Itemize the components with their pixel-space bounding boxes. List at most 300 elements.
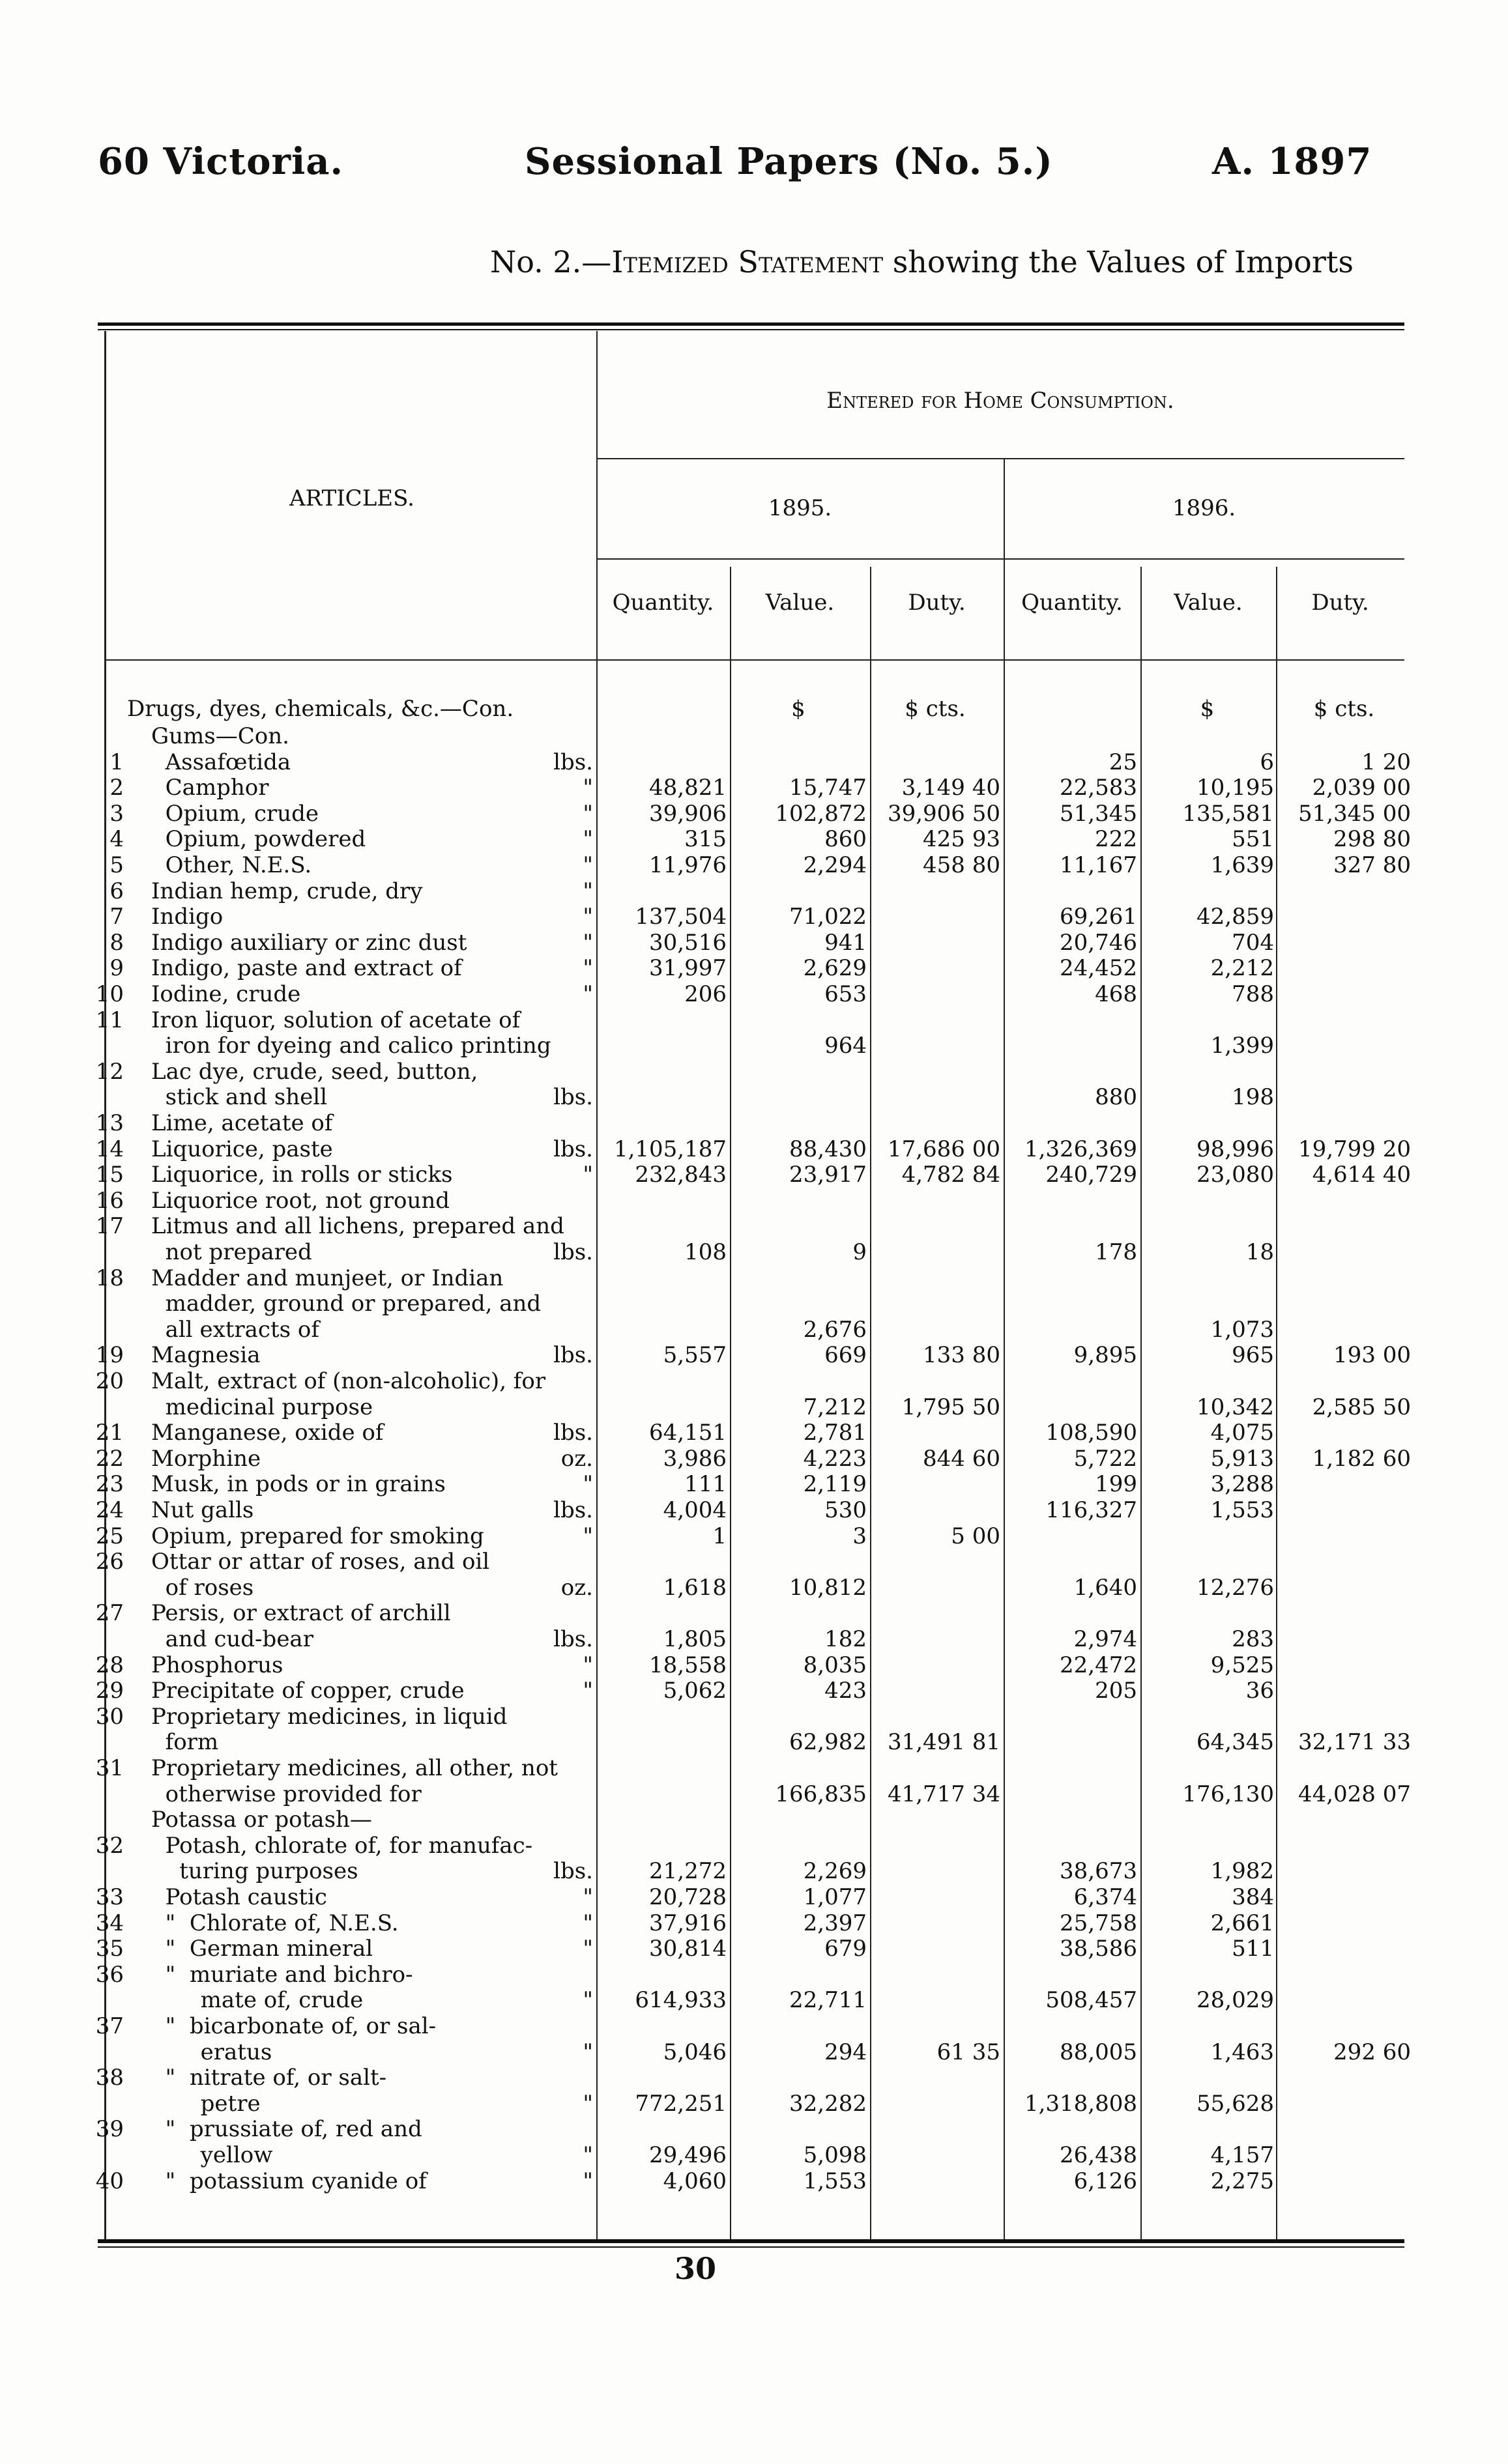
row-number: 8 xyxy=(109,929,124,956)
table-row xyxy=(0,1962,1508,1988)
article-name: " muriate and bichro- xyxy=(151,1961,413,1988)
cell-value-1895: 22,711 xyxy=(789,1987,867,2014)
article-name: Potash caustic xyxy=(151,1884,327,1910)
col-head-year2: 1896. xyxy=(1172,495,1236,521)
cell-quantity-1895: 206 xyxy=(684,981,727,1007)
table-row xyxy=(0,775,1508,801)
article-unit: " xyxy=(583,2039,593,2065)
row-number: 35 xyxy=(95,1936,124,1962)
article-name: Musk, in pods or in grains xyxy=(151,1471,446,1498)
article-unit: " xyxy=(583,878,593,904)
article-name: Manganese, oxide of xyxy=(151,1420,384,1446)
table-row xyxy=(0,1471,1508,1497)
article-name: form xyxy=(151,1729,219,1756)
cell-value-1895: 1,077 xyxy=(803,1884,867,1910)
rule-under-entered xyxy=(596,458,1404,459)
cell-value-1895: 860 xyxy=(824,826,867,853)
table-row xyxy=(0,1987,1508,2013)
cell-quantity-1895: 4,060 xyxy=(663,2168,727,2194)
cell-quantity-1895: 48,821 xyxy=(649,775,727,801)
article-name: Precipitate of copper, crude xyxy=(151,1678,465,1704)
cell-duty-1896: 298 80 xyxy=(1333,826,1411,853)
cell-value-1896: 36 xyxy=(1245,1678,1274,1704)
cell-quantity-1895: 137,504 xyxy=(635,904,727,930)
article-unit: " xyxy=(583,1523,593,1549)
article-unit: " xyxy=(583,929,593,956)
table-row xyxy=(0,1704,1508,1730)
cell-value-1896: 4,075 xyxy=(1210,1420,1274,1446)
cell-quantity-1896: 11,167 xyxy=(1060,852,1137,878)
row-number: 32 xyxy=(95,1832,124,1859)
row-number: 5 xyxy=(109,852,124,878)
article-name: Gums—Con. xyxy=(151,723,289,749)
row-number: 18 xyxy=(95,1265,124,1291)
cell-value-1896: 1,639 xyxy=(1210,852,1274,878)
cell-value-1895: 23,917 xyxy=(789,1162,867,1188)
row-number: 24 xyxy=(95,1497,124,1523)
table-row xyxy=(0,1420,1508,1446)
article-name: Liquorice, in rolls or sticks xyxy=(151,1162,453,1188)
cell-quantity-1896: 20,746 xyxy=(1060,929,1137,956)
cell-value-1895: 5,098 xyxy=(803,2142,867,2168)
cell-value-1895: 423 xyxy=(824,1678,867,1704)
table-row xyxy=(0,1265,1508,1291)
cell-quantity-1896: 1,640 xyxy=(1073,1574,1137,1601)
article-unit: lbs. xyxy=(553,1858,593,1885)
cell-value-1895: 2,676 xyxy=(803,1316,867,1343)
table-row xyxy=(0,1342,1508,1368)
cell-value-1895: 71,022 xyxy=(789,904,867,930)
table-row xyxy=(0,723,1508,749)
cell-quantity-1895: 1 xyxy=(712,1523,727,1549)
cell-value-1895: 182 xyxy=(824,1626,867,1652)
row-number: 12 xyxy=(95,1058,124,1085)
row-number: 40 xyxy=(95,2168,124,2194)
table-row xyxy=(0,1755,1508,1781)
article-name: Camphor xyxy=(151,775,269,801)
cell-duty-1895: 425 93 xyxy=(923,826,1000,853)
cell-quantity-1896: 1,318,808 xyxy=(1024,2090,1137,2117)
cell-duty-1896: 2,039 00 xyxy=(1312,775,1411,801)
table-row xyxy=(0,2142,1508,2168)
cell-quantity-1895: 772,251 xyxy=(635,2090,727,2117)
cell-quantity-1896: 38,586 xyxy=(1060,1936,1137,1962)
cell-duty-1895: 458 80 xyxy=(923,852,1000,878)
rule-top-thin xyxy=(98,329,1404,330)
article-name: Proprietary medicines, in liquid xyxy=(151,1703,508,1730)
table-row xyxy=(0,826,1508,852)
row-number: 7 xyxy=(109,904,124,930)
cell-quantity-1896: 6,374 xyxy=(1073,1884,1137,1910)
col-head-entered: Entered for Home Consumption. xyxy=(826,388,1174,414)
table-row xyxy=(0,1549,1508,1575)
cell-quantity-1896: 508,457 xyxy=(1045,1987,1137,2014)
cell-value-1895: 669 xyxy=(824,1342,867,1369)
cell-duty-1895: 844 60 xyxy=(923,1445,1000,1472)
cell-quantity-1895: 29,496 xyxy=(649,2142,727,2168)
row-number: 21 xyxy=(95,1420,124,1446)
row-number: 36 xyxy=(95,1961,124,1988)
table-row xyxy=(0,2168,1508,2194)
cell-duty-1896: 44,028 07 xyxy=(1298,1781,1411,1807)
article-unit: " xyxy=(583,1471,593,1498)
cell-quantity-1896: 178 xyxy=(1095,1239,1137,1265)
article-name: of roses xyxy=(151,1574,254,1601)
article-name: Proprietary medicines, all other, not xyxy=(151,1755,558,1781)
article-name: Opium, powdered xyxy=(151,826,366,853)
cell-quantity-1895: 111 xyxy=(684,1471,727,1498)
cell-value-1895: 7,212 xyxy=(803,1394,867,1420)
article-unit: " xyxy=(583,904,593,930)
article-name: Iodine, crude xyxy=(151,981,301,1007)
row-number: 20 xyxy=(95,1368,124,1394)
cell-duty-1895: 61 35 xyxy=(936,2039,1000,2065)
cell-value-1896: 12,276 xyxy=(1196,1574,1274,1601)
table-row xyxy=(0,1033,1508,1059)
article-unit: " xyxy=(583,852,593,878)
article-name: Ottar or attar of roses, and oil xyxy=(151,1549,490,1575)
article-unit: lbs. xyxy=(553,1239,593,1265)
article-unit: " xyxy=(583,1987,593,2014)
cell-quantity-1895: 232,843 xyxy=(635,1162,727,1188)
cell-quantity-1895: 1,805 xyxy=(663,1626,727,1652)
cell-quantity-1896: 240,729 xyxy=(1045,1162,1137,1188)
cell-value-1896: 511 xyxy=(1232,1936,1274,1962)
cell-duty-1895: 3,149 40 xyxy=(901,775,1000,801)
cell-value-1895: 88,430 xyxy=(789,1136,867,1162)
cell-value-1896: 2,212 xyxy=(1210,955,1274,982)
cell-value-1896: 64,345 xyxy=(1196,1729,1274,1756)
article-name: Indigo, paste and extract of xyxy=(151,955,462,982)
cell-duty-1895: 31,491 81 xyxy=(887,1729,1000,1756)
unit-value-1895: $ xyxy=(791,696,805,722)
cell-value-1896: 98,996 xyxy=(1196,1136,1274,1162)
cell-duty-1896: 19,799 20 xyxy=(1298,1136,1411,1162)
row-number: 16 xyxy=(95,1187,124,1214)
table-row xyxy=(0,930,1508,956)
cell-value-1895: 2,269 xyxy=(803,1858,867,1885)
cell-quantity-1896: 38,673 xyxy=(1060,1858,1137,1885)
article-name: Persis, or extract of archill xyxy=(151,1600,451,1627)
col-head-year1: 1895. xyxy=(768,495,832,521)
cell-duty-1896: 51,345 00 xyxy=(1298,800,1411,827)
article-name: eratus xyxy=(151,2039,272,2065)
cell-quantity-1895: 108 xyxy=(684,1239,727,1265)
cell-value-1895: 1,553 xyxy=(803,2168,867,2194)
table-row xyxy=(0,801,1508,827)
table-row xyxy=(0,1833,1508,1859)
cell-quantity-1895: 64,151 xyxy=(649,1420,727,1446)
cell-quantity-1896: 25,758 xyxy=(1060,1910,1137,1936)
cell-quantity-1895: 39,906 xyxy=(649,800,727,827)
article-name: Opium, prepared for smoking xyxy=(151,1523,484,1549)
cell-value-1896: 283 xyxy=(1232,1626,1274,1652)
cell-value-1896: 4,157 xyxy=(1210,2142,1274,2168)
article-name: " Chlorate of, N.E.S. xyxy=(151,1910,399,1936)
cell-value-1896: 55,628 xyxy=(1196,2090,1274,2117)
cell-quantity-1895: 3,986 xyxy=(663,1445,727,1472)
cell-value-1895: 166,835 xyxy=(775,1781,867,1807)
table-row xyxy=(0,1007,1508,1033)
cell-value-1895: 102,872 xyxy=(775,800,867,827)
cell-value-1895: 964 xyxy=(824,1033,867,1059)
article-name: " prussiate of, red and xyxy=(151,2116,422,2143)
article-name: Potassa or potash— xyxy=(151,1807,372,1833)
row-number: 10 xyxy=(95,981,124,1007)
article-name: Assafœtida xyxy=(151,749,291,775)
article-name: Litmus and all lichens, prepared and xyxy=(151,1213,564,1240)
table-row xyxy=(0,1188,1508,1214)
cell-quantity-1895: 1,105,187 xyxy=(613,1136,727,1162)
cell-value-1896: 965 xyxy=(1232,1342,1274,1369)
rule-top-thick xyxy=(98,322,1404,326)
table-row xyxy=(0,1136,1508,1162)
cell-quantity-1896: 108,590 xyxy=(1045,1420,1137,1446)
cell-quantity-1895: 5,557 xyxy=(663,1342,727,1369)
col-head-quantity-1896: Quantity. xyxy=(1021,590,1123,616)
cell-duty-1896: 1 20 xyxy=(1361,749,1411,775)
cell-value-1896: 1,553 xyxy=(1210,1497,1274,1523)
article-name: petre xyxy=(151,2090,261,2117)
cell-quantity-1895: 30,814 xyxy=(649,1936,727,1962)
table-row xyxy=(0,2013,1508,2039)
article-unit: oz. xyxy=(560,1574,593,1601)
cell-quantity-1896: 468 xyxy=(1095,981,1137,1007)
rule-under-years xyxy=(596,558,1404,560)
row-number: 29 xyxy=(95,1678,124,1704)
article-name: not prepared xyxy=(151,1239,312,1265)
cell-value-1895: 3 xyxy=(852,1523,867,1549)
article-name: yellow xyxy=(151,2142,273,2168)
rule-under-colheads xyxy=(104,659,1404,661)
table-row xyxy=(0,2116,1508,2142)
article-name: madder, ground or prepared, and xyxy=(151,1291,542,1317)
article-unit: " xyxy=(583,775,593,801)
cell-value-1896: 10,195 xyxy=(1196,775,1274,801)
article-name: Madder and munjeet, or Indian xyxy=(151,1265,504,1291)
cell-value-1896: 384 xyxy=(1232,1884,1274,1910)
article-unit: " xyxy=(583,2090,593,2117)
article-unit: lbs. xyxy=(553,1136,593,1162)
unit-duty-1896: $ cts. xyxy=(1313,696,1375,722)
article-unit: " xyxy=(583,1678,593,1704)
cell-quantity-1896: 22,472 xyxy=(1060,1652,1137,1678)
page-subtitle xyxy=(490,244,1354,279)
article-name: Opium, crude xyxy=(151,800,319,827)
article-unit: " xyxy=(583,800,593,827)
col-head-value-1896: Value. xyxy=(1174,590,1243,616)
cell-duty-1895: 17,686 00 xyxy=(887,1136,1000,1162)
col-head-value-1895: Value. xyxy=(765,590,835,616)
cell-value-1895: 15,747 xyxy=(789,775,867,801)
cell-value-1896: 788 xyxy=(1232,981,1274,1007)
cell-quantity-1896: 88,005 xyxy=(1060,2039,1137,2065)
cell-value-1895: 8,035 xyxy=(803,1652,867,1678)
cell-quantity-1895: 20,728 xyxy=(649,1884,727,1910)
row-number: 34 xyxy=(95,1910,124,1936)
col-head-duty-1895: Duty. xyxy=(908,590,966,616)
row-number: 25 xyxy=(95,1523,124,1549)
article-name: Malt, extract of (non-alcoholic), for xyxy=(151,1368,546,1394)
cell-value-1895: 32,282 xyxy=(789,2090,867,2117)
cell-value-1895: 9 xyxy=(852,1239,867,1265)
table-row xyxy=(0,1394,1508,1420)
article-name: " nitrate of, or salt- xyxy=(151,2065,387,2091)
article-name: iron for dyeing and calico printing xyxy=(151,1033,551,1059)
page-number: 30 xyxy=(674,2251,717,2286)
article-name: Lac dye, crude, seed, button, xyxy=(151,1058,478,1085)
table-row xyxy=(0,852,1508,878)
row-number: 22 xyxy=(95,1445,124,1472)
cell-quantity-1896: 880 xyxy=(1095,1084,1137,1111)
cell-quantity-1895: 18,558 xyxy=(649,1652,727,1678)
cell-quantity-1896: 26,438 xyxy=(1060,2142,1137,2168)
col-head-duty-1896: Duty. xyxy=(1311,590,1369,616)
cell-value-1896: 42,859 xyxy=(1196,904,1274,930)
article-name: Liquorice root, not ground xyxy=(151,1187,450,1214)
cell-quantity-1895: 11,976 xyxy=(649,852,727,878)
table-row xyxy=(0,1059,1508,1085)
row-number: 26 xyxy=(95,1549,124,1575)
cell-value-1896: 1,982 xyxy=(1210,1858,1274,1885)
table-row xyxy=(0,749,1508,775)
cell-duty-1895: 1,795 50 xyxy=(901,1394,1000,1420)
row-number: 1 xyxy=(109,749,124,775)
table-row xyxy=(0,1729,1508,1755)
article-name: all extracts of xyxy=(151,1316,319,1343)
cell-quantity-1895: 315 xyxy=(684,826,727,853)
rule-bottom-thin xyxy=(98,2246,1404,2248)
cell-quantity-1896: 6,126 xyxy=(1073,2168,1137,2194)
row-number: 38 xyxy=(95,2065,124,2091)
cell-value-1895: 2,397 xyxy=(803,1910,867,1936)
cell-value-1895: 2,119 xyxy=(803,1471,867,1498)
cell-duty-1896: 32,171 33 xyxy=(1298,1729,1411,1756)
cell-value-1896: 18 xyxy=(1245,1239,1274,1265)
article-name: stick and shell xyxy=(151,1084,328,1111)
table-row xyxy=(0,1781,1508,1807)
cell-value-1895: 2,294 xyxy=(803,852,867,878)
table-row xyxy=(0,1110,1508,1136)
table-row xyxy=(0,2039,1508,2065)
article-unit: " xyxy=(583,826,593,853)
table-row xyxy=(0,1884,1508,1910)
units-row xyxy=(0,696,1508,722)
row-number: 19 xyxy=(95,1342,124,1369)
article-name: and cud-bear xyxy=(151,1626,313,1652)
row-number: 27 xyxy=(95,1600,124,1627)
table-row xyxy=(0,2091,1508,2117)
cell-duty-1896: 4,614 40 xyxy=(1312,1162,1411,1188)
cell-value-1896: 1,073 xyxy=(1210,1316,1274,1343)
row-number: 17 xyxy=(95,1213,124,1240)
table-row xyxy=(0,1910,1508,1936)
cell-value-1895: 2,781 xyxy=(803,1420,867,1446)
table-row xyxy=(0,1497,1508,1523)
cell-value-1896: 6 xyxy=(1260,749,1274,775)
article-unit: " xyxy=(583,981,593,1007)
article-name: medicinal purpose xyxy=(151,1394,373,1420)
cell-value-1895: 653 xyxy=(824,981,867,1007)
article-name: mate of, crude xyxy=(151,1987,364,2014)
cell-value-1896: 198 xyxy=(1232,1084,1274,1111)
table-row xyxy=(0,1317,1508,1343)
article-unit: " xyxy=(583,1652,593,1678)
article-name: Iron liquor, solution of acetate of xyxy=(151,1007,521,1033)
cell-duty-1896: 193 00 xyxy=(1333,1342,1411,1369)
cell-quantity-1896: 9,895 xyxy=(1073,1342,1137,1369)
cell-quantity-1896: 222 xyxy=(1095,826,1137,853)
cell-value-1896: 10,342 xyxy=(1196,1394,1274,1420)
row-number: 6 xyxy=(109,878,124,904)
cell-duty-1895: 41,717 34 xyxy=(887,1781,1000,1807)
cell-quantity-1896: 51,345 xyxy=(1060,800,1137,827)
article-name: Phosphorus xyxy=(151,1652,283,1678)
row-number: 9 xyxy=(109,955,124,982)
cell-value-1895: 679 xyxy=(824,1936,867,1962)
cell-quantity-1896: 116,327 xyxy=(1045,1497,1137,1523)
unit-value-1896: $ xyxy=(1200,696,1215,722)
article-unit: lbs. xyxy=(553,1497,593,1523)
cell-quantity-1896: 2,974 xyxy=(1073,1626,1137,1652)
table-row xyxy=(0,1575,1508,1601)
article-unit: lbs. xyxy=(553,1626,593,1652)
article-unit: lbs. xyxy=(553,749,593,775)
cell-value-1896: 9,525 xyxy=(1210,1652,1274,1678)
article-unit: " xyxy=(583,1936,593,1962)
table-row xyxy=(0,1291,1508,1317)
cell-quantity-1895: 37,916 xyxy=(649,1910,727,1936)
row-number: 15 xyxy=(95,1162,124,1188)
article-unit: " xyxy=(583,955,593,982)
table-row xyxy=(0,1858,1508,1884)
table-row xyxy=(0,1600,1508,1626)
cell-quantity-1896: 22,583 xyxy=(1060,775,1137,801)
header-right: A. 1897 xyxy=(1212,140,1372,183)
subtitle-rest: showing the Values of Imports xyxy=(883,244,1354,279)
row-number: 39 xyxy=(95,2116,124,2143)
row-number: 28 xyxy=(95,1652,124,1678)
article-name: otherwise provided for xyxy=(151,1781,422,1807)
article-name: " German mineral xyxy=(151,1936,373,1962)
cell-value-1896: 176,130 xyxy=(1182,1781,1274,1807)
article-name: Indigo xyxy=(151,904,224,930)
cell-value-1896: 2,275 xyxy=(1210,2168,1274,2194)
table-row xyxy=(0,1523,1508,1549)
cell-quantity-1896: 25 xyxy=(1109,749,1137,775)
col-head-quantity-1895: Quantity. xyxy=(612,590,714,616)
article-name: Lime, acetate of xyxy=(151,1110,333,1136)
article-name: Indian hemp, crude, dry xyxy=(151,878,423,904)
row-number: 4 xyxy=(109,826,124,853)
unit-duty-1895: $ cts. xyxy=(905,696,966,722)
rule-bottom-thick xyxy=(98,2239,1404,2243)
cell-duty-1895: 5 00 xyxy=(951,1523,1000,1549)
header-center: Sessional Papers (No. 5.) xyxy=(525,140,1053,183)
table-row xyxy=(0,1239,1508,1265)
table-row xyxy=(0,1213,1508,1239)
table-row xyxy=(0,1446,1508,1472)
cell-duty-1895: 39,906 50 xyxy=(887,800,1000,827)
cell-quantity-1895: 21,272 xyxy=(649,1858,727,1885)
cell-quantity-1896: 5,722 xyxy=(1073,1445,1137,1472)
table-row xyxy=(0,1652,1508,1678)
row-number: 31 xyxy=(95,1755,124,1781)
article-name: Nut galls xyxy=(151,1497,254,1523)
cell-quantity-1896: 69,261 xyxy=(1060,904,1137,930)
header-left: 60 Victoria. xyxy=(98,140,344,183)
table-row xyxy=(0,1626,1508,1652)
